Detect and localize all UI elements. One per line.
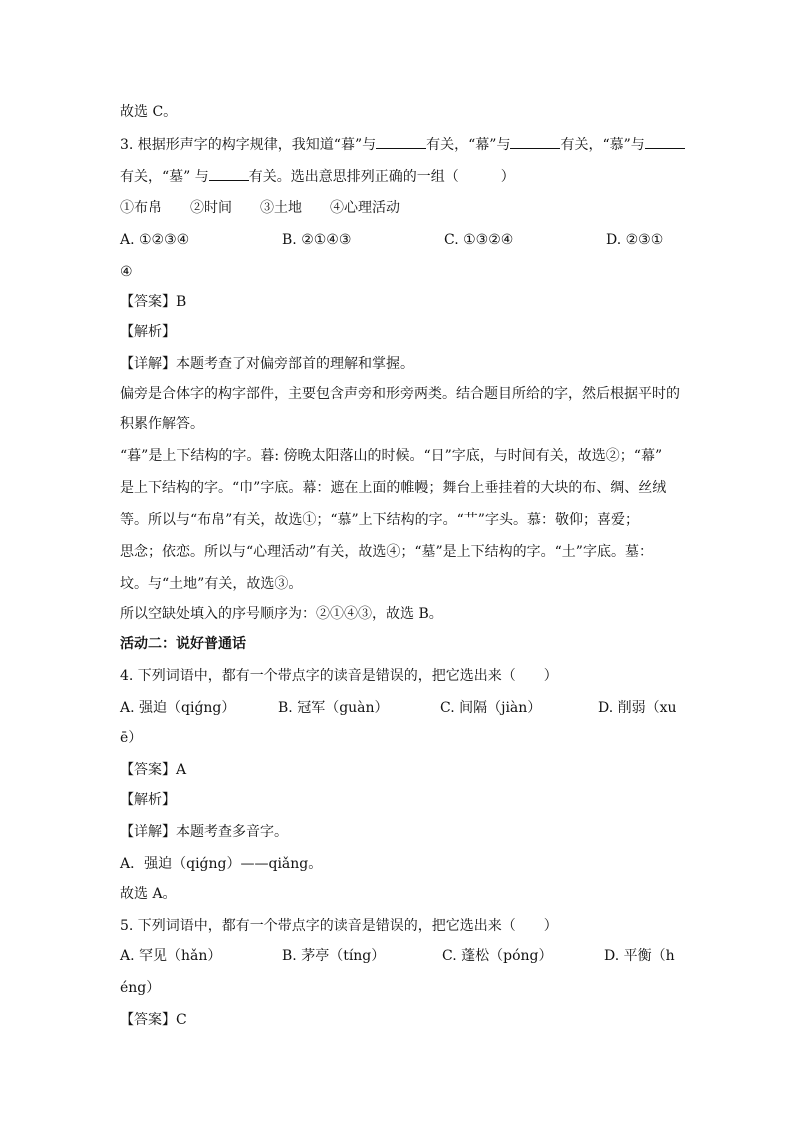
text-line: 偏旁是合体字的构字部件，主要包含声旁和形旁两类。结合题目所给的字，然后根据平时的 — [120, 386, 680, 402]
option-d-cont: ④ — [120, 264, 133, 280]
option-d: D. ②③① — [606, 232, 664, 248]
answer-label: 【答案】A — [120, 762, 187, 778]
option-d-cont: éng） — [120, 980, 161, 996]
text-line: 等。所以与“布帛”有关，故选①；“慕”上下结构的字。“艹”字头。慕：敬仰；喜爱； — [120, 512, 639, 528]
text-line: “暮”是上下结构的字。暮: 傍晚太阳落山的时候。“日”字底，与时间有关，故选②；“幕” — [120, 448, 663, 464]
answer-label: 【答案】C — [120, 1012, 187, 1028]
text-line: 思念；依恋。所以与“心理活动”有关，故选④；“墓”是上下结构的字。“土”字底。墓： — [120, 544, 653, 560]
option-b: B. 冠军（guàn） — [278, 700, 389, 716]
option-b: B. ②①④③ — [282, 232, 352, 248]
option-c: C. ①③②④ — [444, 232, 514, 248]
stem-text: 有关。选出意思排列正确的一组（ ） — [248, 169, 515, 185]
option-a: A. 强迫（qiǵng） — [120, 700, 236, 716]
answer-label: 【答案】B — [120, 294, 187, 310]
option-a: A. ①②③④ — [120, 232, 190, 248]
text-line: 故选 A。 — [120, 886, 177, 902]
option-d: D. 削弱（xu — [598, 700, 677, 716]
answer-blank — [645, 134, 685, 149]
question-3-stem-cont — [120, 166, 515, 187]
option-b: B. 茅亭（tíng） — [282, 948, 386, 964]
answer-blank — [376, 134, 426, 149]
stem-text: 有关，“墓” 与 — [120, 169, 209, 185]
text-line: 是上下结构的字。“巾”字底。幕：遮在上面的帷幔；舞台上垂挂着的大块的布、绸、丝绒 — [120, 480, 667, 496]
detail-label: 【详解】本题考查了对偏旁部首的理解和掌握。 — [120, 356, 414, 372]
detail-label: 【详解】本题考查多音字。 — [120, 824, 288, 840]
stem-text: 有关，“幕”与 — [426, 137, 511, 153]
option-d-cont: ē） — [120, 730, 143, 746]
text-line: 坟。与“土地”有关，故选③。 — [120, 576, 303, 592]
stem-text: 有关，“慕”与 — [560, 137, 645, 153]
stem-text: 3. 根据形声字的构字规律，我知道“暮”与 — [120, 137, 377, 153]
text-line: 所以空缺处填入的序号顺序为：②①④③，故选 B。 — [120, 606, 443, 622]
option-c: C. 间隔（jiàn） — [440, 700, 542, 716]
question-3-items: ①布帛 ②时间 ③土地 ④心理活动 — [120, 200, 400, 216]
question-3-stem — [120, 134, 685, 155]
option-a: A. 罕见（hǎn） — [120, 948, 222, 964]
question-4-stem: 4. 下列词语中，都有一个带点字的读音是错误的，把它选出来（ ） — [120, 668, 558, 684]
answer-blank — [510, 134, 560, 149]
text-line: 故选 C。 — [120, 104, 178, 120]
section-heading: 活动二：说好普通话 — [120, 636, 246, 652]
analysis-label: 【解析】 — [120, 324, 176, 340]
analysis-label: 【解析】 — [120, 792, 176, 808]
option-c: C. 蓬松（póng） — [442, 948, 553, 964]
answer-blank — [209, 166, 249, 181]
text-line: A．强迫（qiǵng）——qiǎng。 — [120, 856, 323, 872]
text-line: 积累作解答。 — [120, 416, 204, 432]
question-5-stem: 5. 下列词语中，都有一个带点字的读音是错误的，把它选出来（ ） — [120, 918, 558, 934]
option-d: D. 平衡（h — [604, 948, 675, 964]
